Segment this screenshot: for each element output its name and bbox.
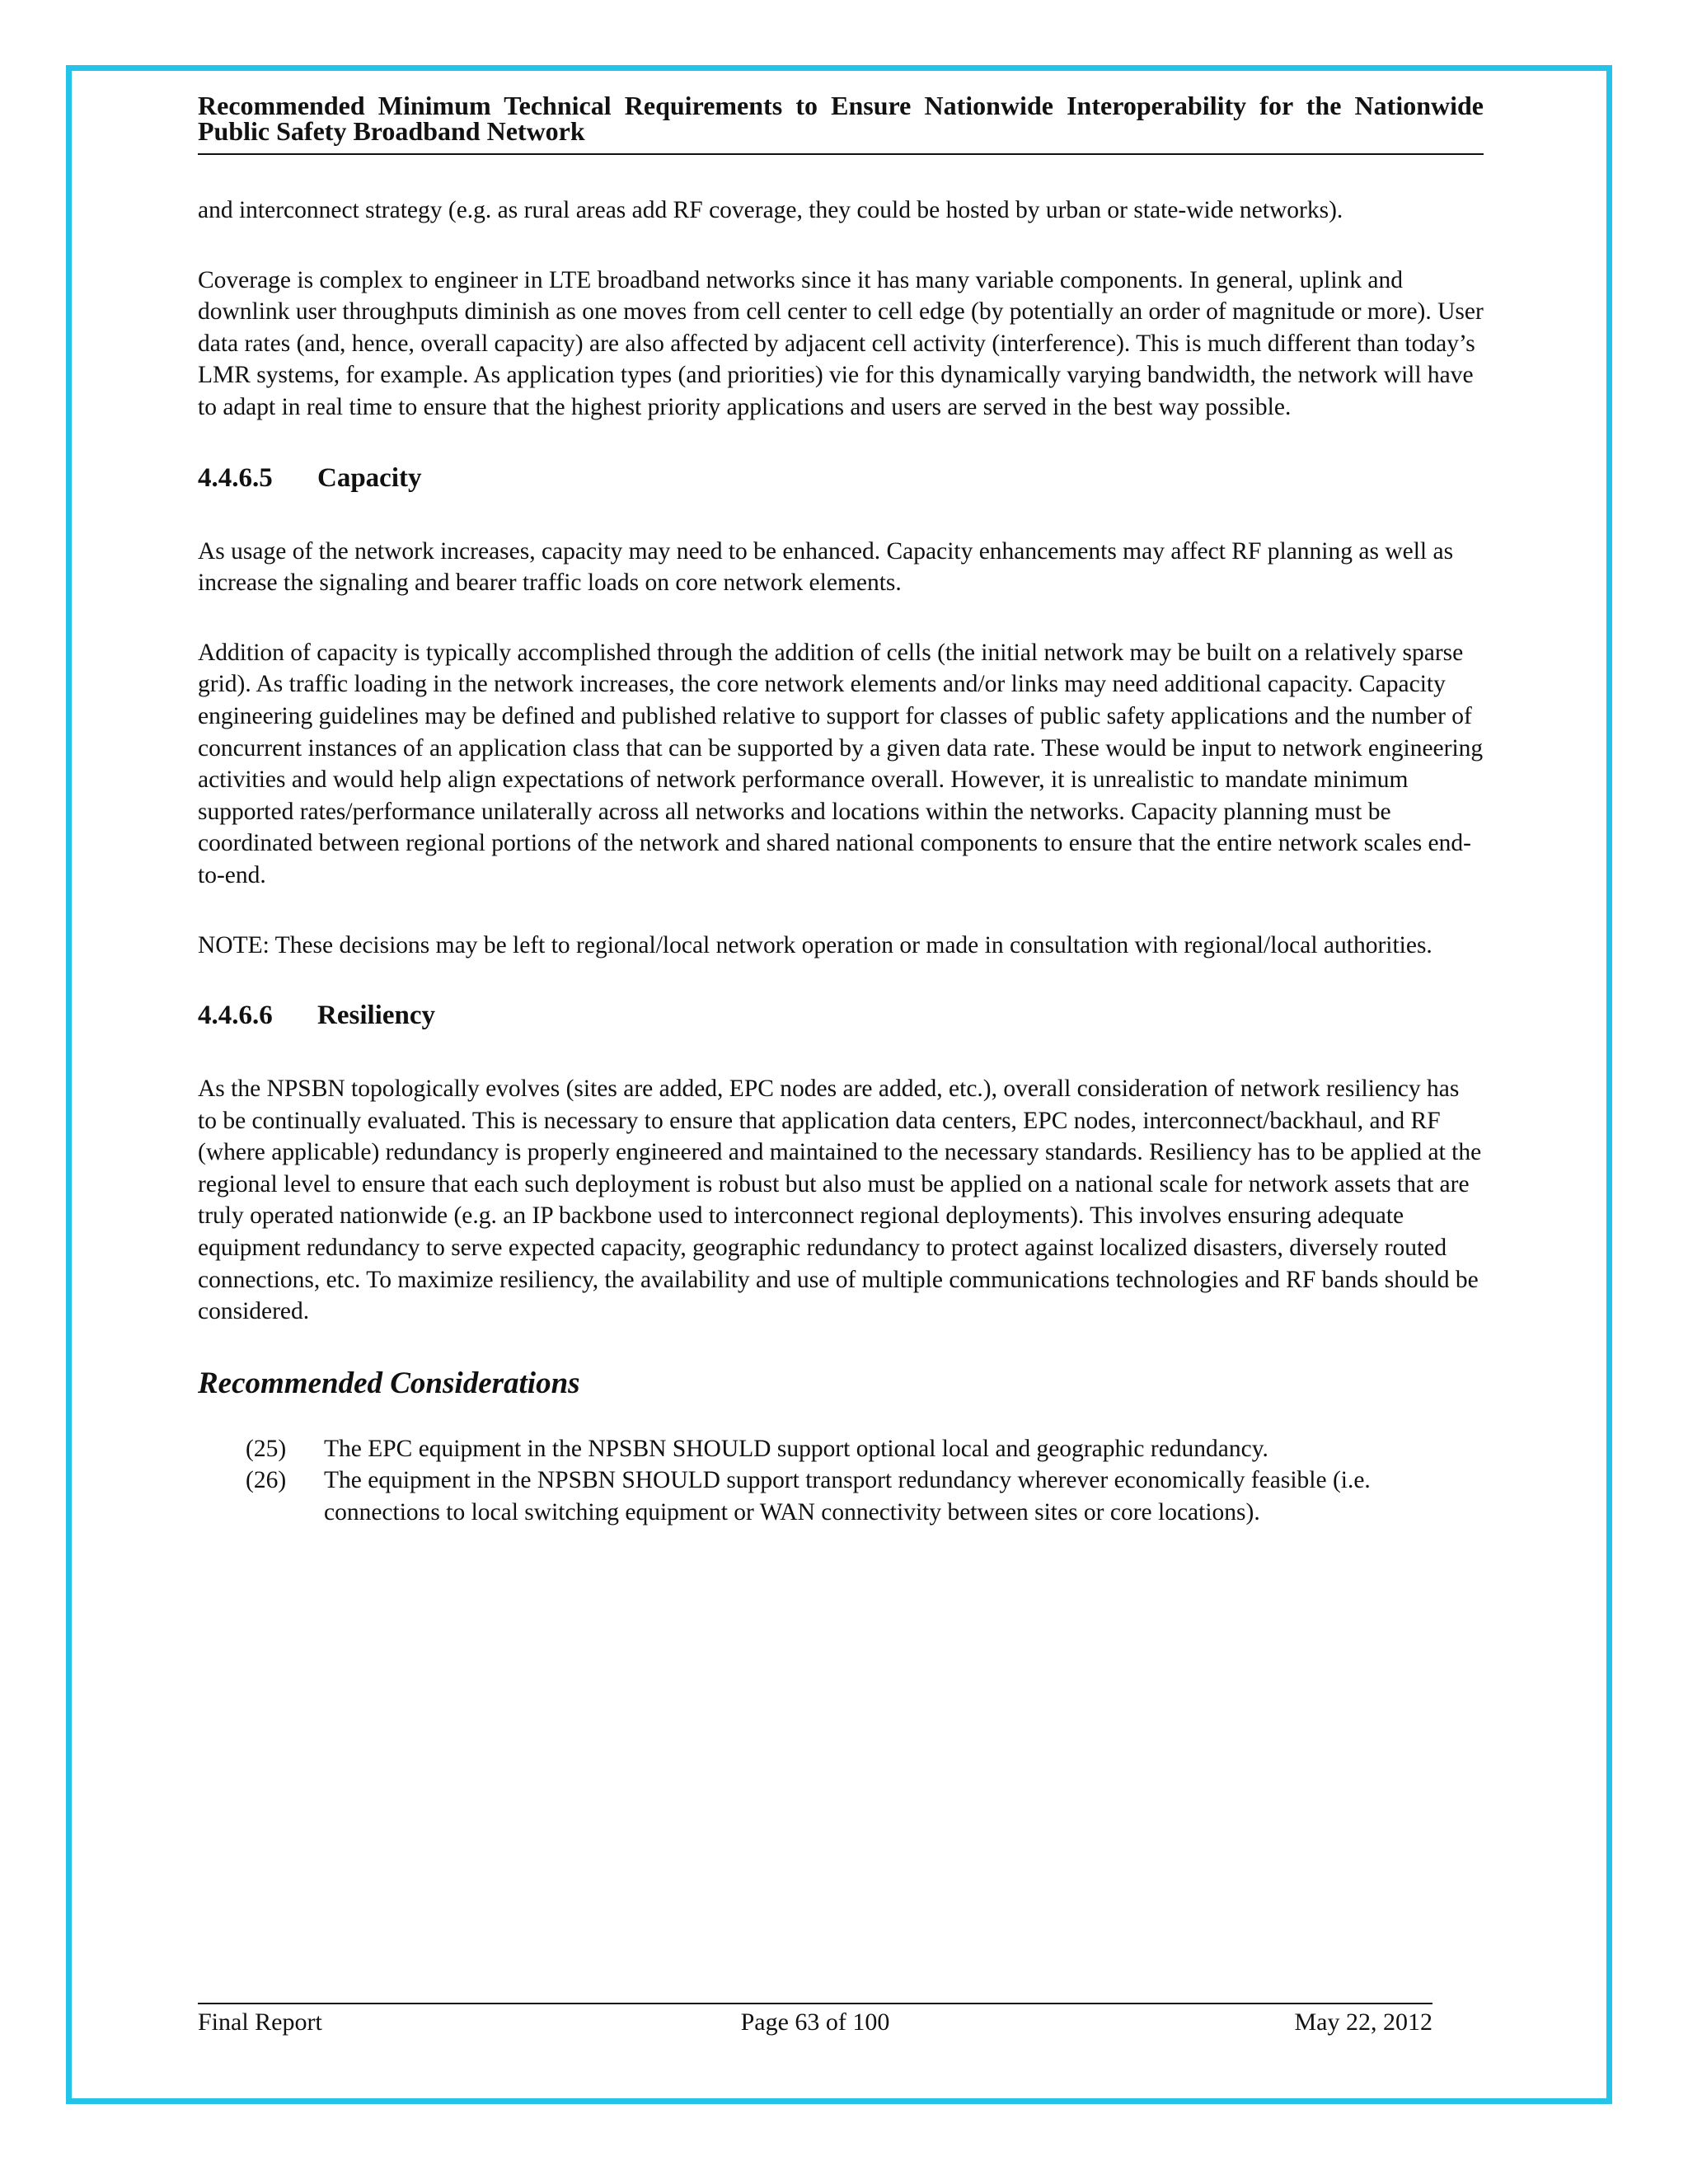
paragraph-resiliency: As the NPSBN topologically evolves (sites are added, EPC nodes are added, etc.), overall consideration of network resiliency has to be continually evaluated. This is necessary to ensure that application data centers, EPC nodes, interconnect/backhaul, and RF (where applicable) redundancy is properly engineered and maintained to the necessary standards. Resiliency has to be applied at the regional level to ensure that each such deployment is robust but also must be applied on a national scale for network assets that are truly operated nationwide (e.g. an IP backbone used to interconnect regional deployments). This involves ensuring adequate equipment redundancy to serve expected capacity, geographic redundancy to protect against localized disasters, diversely routed connections, etc. To maximize resiliency, the availability and use of multiple communications technologies and RF bands should be considered. xyxy=(198,1076,1482,1325)
page-header-title: Recommended Minimum Technical Requirements to Ensure Nationwide Interoperability for the Nationwide Public Safety Broadband Network xyxy=(198,91,1484,146)
section-number: 4.4.6.6 xyxy=(198,1001,273,1031)
recommendation-text: The equipment in the NPSBN SHOULD support transport redundancy wherever economically feasible (i.e. connections to local switching equipment or WAN connectivity between sites or core locations). xyxy=(324,1467,1371,1526)
footer-date: May 22, 2012 xyxy=(1294,2008,1432,2036)
footer-divider xyxy=(198,2003,1432,2004)
section-number: 4.4.6.5 xyxy=(198,462,273,493)
paragraph-note: NOTE: These decisions may be left to regional/local network operation or made in consultation with regional/local authorities. xyxy=(198,931,1432,958)
recommendations-list xyxy=(198,1433,1484,1529)
list-item xyxy=(198,1433,1484,1465)
list-item xyxy=(198,1465,1484,1528)
paragraph-capacity-usage: As usage of the network increases, capacity may need to be enhanced. Capacity enhancements may affect RF planning as well as increase the signaling and bearer traffic loads on core network elements. xyxy=(198,537,1454,597)
paragraph-coverage: Coverage is complex to engineer in LTE broadband networks since it has many variable components. In general, uplink and downlink user throughputs diminish as one moves from cell center to cell edge (by potentially an order of magnitude or more). User data rates (and, hence, overall capacity) are also affected by adjacent cell activity (interference). This is much different than today’s LMR systems, for example. As application types (and priorities) vie for this dynamically varying bandwidth, the network will have to adapt in real time to ensure that the highest priority applications and users are served in the best way possible. xyxy=(198,266,1484,420)
recommendation-text: The EPC equipment in the NPSBN SHOULD support optional local and geographic redundancy. xyxy=(324,1435,1268,1462)
recommended-considerations-title: Recommended Considerations xyxy=(198,1366,580,1400)
section-title: Resiliency xyxy=(317,1001,435,1031)
section-heading-capacity xyxy=(198,462,1484,494)
section-heading-resiliency xyxy=(198,999,1484,1032)
header-divider xyxy=(198,153,1484,155)
section-title: Capacity xyxy=(317,462,422,493)
paragraph-capacity-addition: Addition of capacity is typically accomplished through the addition of cells (the initial network may be built on a relatively sparse grid). As traffic loading in the network increases, the core network elements and/or links may need additional capacity. Capacity engineering guidelines may be defined and published relative to support for classes of public safety applications and the number of concurrent instances of an application class that can be supported by a given data rate. These would be input to network engineering activities and would help align expectations of network performance overall. However, it is unrealistic to mandate minimum supported rates/performance unilaterally across all networks and locations within the networks. Capacity planning must be coordinated between regional portions of the network and shared national components to ensure that the entire network scales end-to-end. xyxy=(198,639,1484,888)
paragraph-interconnect: and interconnect strategy (e.g. as rural areas add RF coverage, they could be hosted by urban or state-wide networks). xyxy=(198,197,1343,223)
recommendation-number: (25) xyxy=(246,1435,287,1462)
footer-report-label: Final Report xyxy=(198,2008,322,2036)
document-body xyxy=(198,194,1484,1529)
recommendation-number: (26) xyxy=(246,1467,287,1494)
footer-page-number: Page 63 of 100 xyxy=(740,2008,890,2036)
